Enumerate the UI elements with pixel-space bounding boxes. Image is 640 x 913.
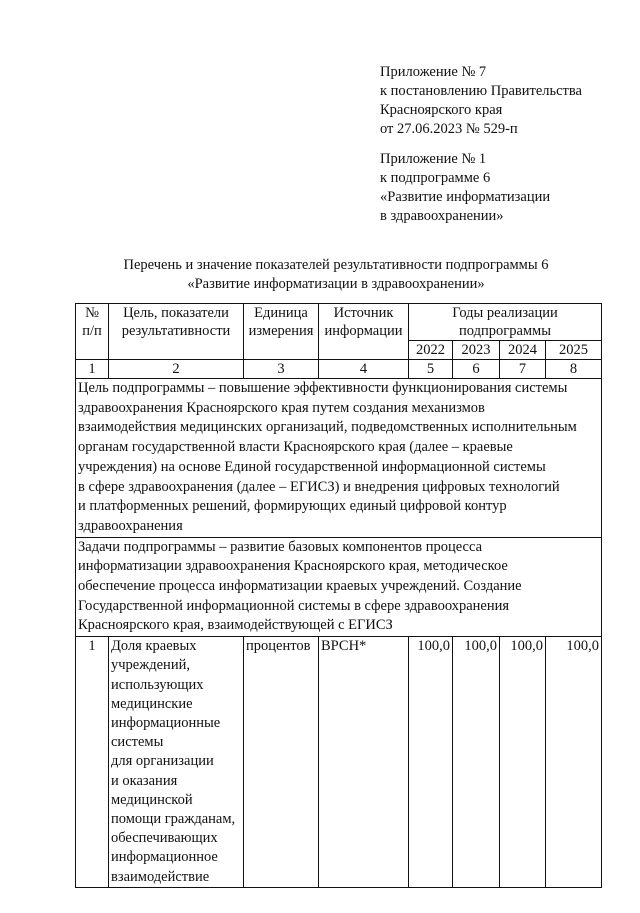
year-cell: 2022 (409, 341, 453, 360)
indicator-num: 1 (76, 637, 109, 888)
indicator-unit: процентов (244, 637, 319, 888)
column-number: 2 (109, 360, 244, 379)
indicator-value-2022: 100,0 (409, 637, 453, 888)
title-line-2: «Развитие информатизации в здравоохранении» (187, 276, 485, 292)
appendix-7-header (380, 63, 582, 139)
indicator-value-2023: 100,0 (453, 637, 500, 888)
column-number: 4 (319, 360, 409, 379)
appendix-1-header (380, 150, 550, 226)
appendix-1-line: Приложение № 1 (380, 151, 487, 167)
appendix-1-line: «Развитие информатизации (380, 189, 551, 205)
table-header-row (76, 304, 602, 341)
indicators-table (75, 303, 602, 888)
indicator-row (76, 637, 602, 888)
column-number: 1 (76, 360, 109, 379)
indicator-source: ВРСН* (319, 637, 409, 888)
document-title (0, 256, 640, 294)
appendix-7-line: к постановлению Правительства (380, 83, 582, 99)
header-goal: Цель, показатели результативности (109, 304, 244, 360)
column-number: 7 (500, 360, 546, 379)
header-unit: Единица измерения (244, 304, 319, 360)
appendix-1-line: в здравоохранении» (380, 208, 504, 224)
indicator-value-2025: 100,0 (546, 637, 602, 888)
title-line-1: Перечень и значение показателей результативности подпрограммы 6 (123, 257, 549, 273)
tasks-row (76, 537, 602, 637)
column-numbers-row (76, 360, 602, 379)
goal-cell: Цель подпрограммы – повышение эффективности функционирования системы здравоохранения Красноярского края путем создания механизмов взаимодействия медицинских организаций, подведомственных исполнительным органам государственной власти Красноярского края (далее – краевые учреждения) на основе Единой государственной информационной системы в сфере здравоохранения (далее – ЕГИСЗ) и внедрения цифровых технологий и платформенных решений, формирующих единый цифровой контур здравоохранения (76, 379, 602, 538)
indicator-name: Доля краевых учреждений, использующих медицинские информационные системы для организации и оказания медицинской помощи гражданам, обеспечивающих информационное взаимодействие (109, 637, 244, 888)
appendix-7-line: Красноярского края (380, 102, 503, 118)
goal-row (76, 379, 602, 538)
column-number: 3 (244, 360, 319, 379)
year-cell: 2024 (500, 341, 546, 360)
year-cell: 2025 (546, 341, 602, 360)
year-cell: 2023 (453, 341, 500, 360)
column-number: 5 (409, 360, 453, 379)
appendix-7-line: Приложение № 7 (380, 64, 487, 80)
column-number: 6 (453, 360, 500, 379)
header-source: Источник информации (319, 304, 409, 360)
column-number: 8 (546, 360, 602, 379)
appendix-1-line: к подпрограмме 6 (380, 170, 491, 186)
header-years-group: Годы реализации подпрограммы (409, 304, 602, 341)
tasks-cell: Задачи подпрограммы – развитие базовых компонентов процесса информатизации здравоохранения Красноярского края, методическое обеспечение процесса информатизации краевых учреждений. Создание Государственной информационной системы в сфере здравоохранения Красноярского края, взаимодействующей с ЕГИСЗ (76, 537, 602, 637)
header-num: № п/п (76, 304, 109, 360)
appendix-7-line: от 27.06.2023 № 529-п (380, 121, 518, 137)
indicator-value-2024: 100,0 (500, 637, 546, 888)
